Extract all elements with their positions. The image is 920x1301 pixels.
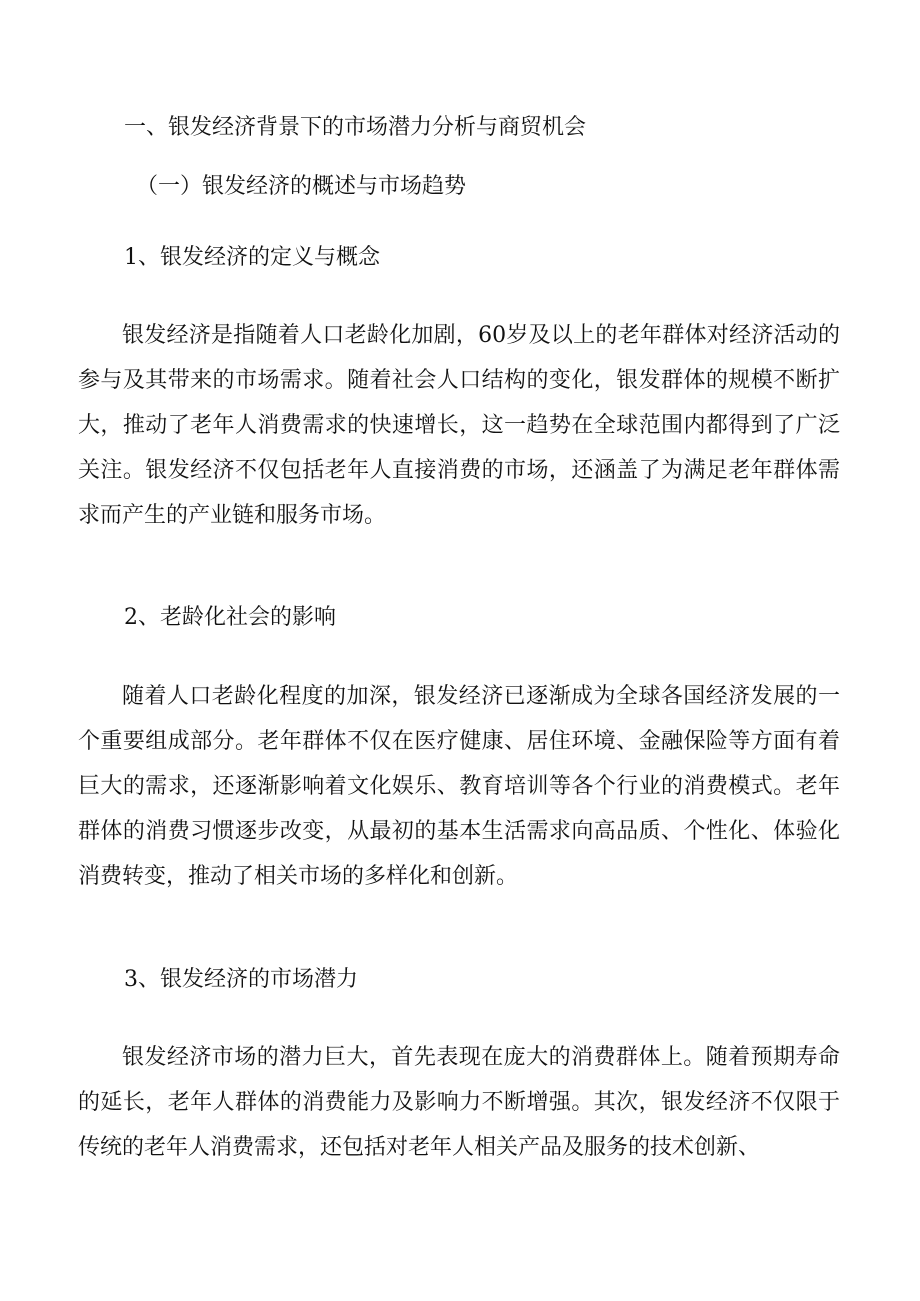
subsection-heading: （一）银发经济的概述与市场趋势 <box>136 174 467 199</box>
item-heading-3: 3、银发经济的市场潜力 <box>124 967 358 992</box>
paragraph-1: 银发经济是指随着人口老龄化加剧，60岁及以上的老年群体对经济活动的参与及其带来的市场需求。随着社会人口结构的变化，银发群体的规模不断扩大，推动了老年人消费需求的快速增长，这一趋势在全球范围内都得到了广泛关注。银发经济不仅包括老年人直接消费的市场，还涵盖了为满足老年群体需求而产生的产业链和服务市场。 <box>78 323 840 528</box>
paragraph-2: 随着人口老龄化程度的加深，银发经济已逐渐成为全球各国经济发展的一个重要组成部分。老年群体不仅在医疗健康、居住环境、金融保险等方面有着巨大的需求，还逐渐影响着文化娱乐、教育培训等各个行业的消费模式。老年群体的消费习惯逐步改变，从最初的基本生活需求向高品质、个性化、体验化消费转变，推动了相关市场的多样化和创新。 <box>78 684 840 889</box>
paragraph-3: 银发经济市场的潜力巨大，首先表现在庞大的消费群体上。随着预期寿命的延长，老年人群体的消费能力及影响力不断增强。其次，银发经济不仅限于传统的老年人消费需求，还包括对老年人相关产品及服务的技术创新、 <box>78 1045 840 1160</box>
item-heading-1: 1、银发经济的定义与概念 <box>124 245 380 270</box>
item-heading-2: 2、老龄化社会的影响 <box>124 605 336 630</box>
section-heading: 一、银发经济背景下的市场潜力分析与商贸机会 <box>124 115 587 140</box>
